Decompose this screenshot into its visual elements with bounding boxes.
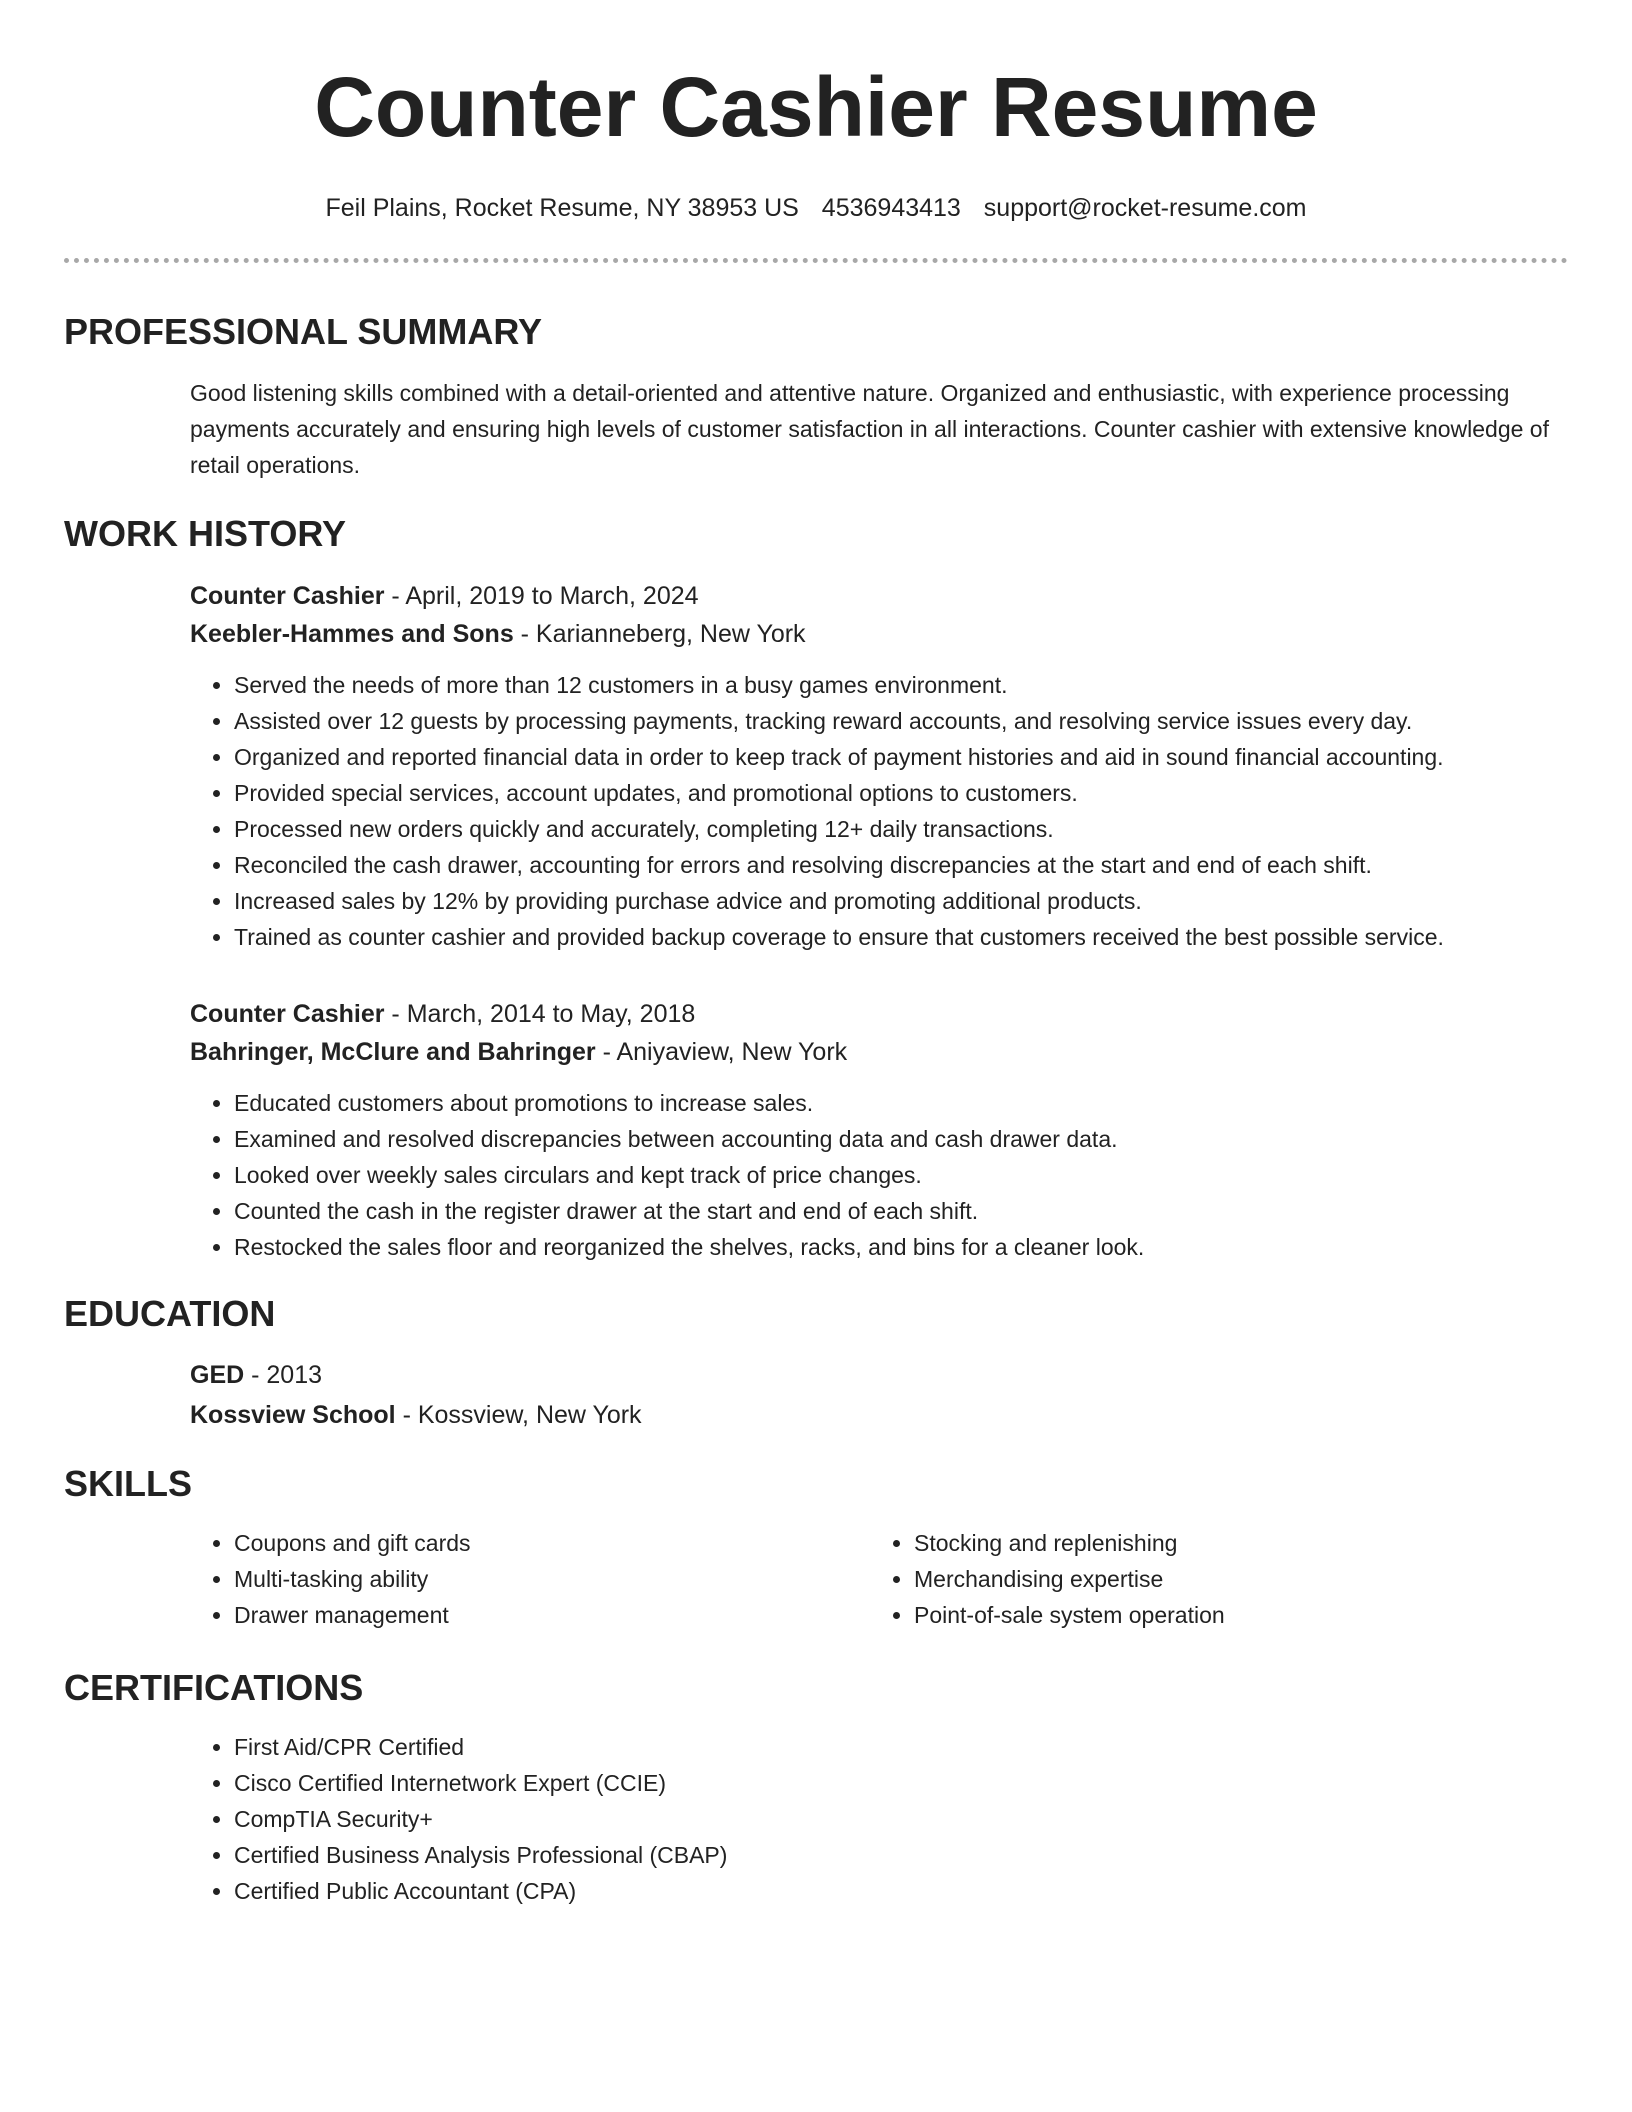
certifications-list <box>190 1729 1568 1909</box>
skills-list-right <box>870 1525 1550 1633</box>
list-item: • Processed new orders quickly and accurately, completing 12+ daily transactions. <box>234 811 1568 847</box>
skills-list-left <box>190 1525 870 1633</box>
list-item: • Reconciled the cash drawer, accounting for errors and resolving discrepancies at the start and end of each shift. <box>234 847 1568 883</box>
job-role: Counter Cashier <box>190 582 385 610</box>
section-certifications <box>64 1665 1568 1909</box>
list-item: • Multi-tasking ability <box>234 1561 870 1597</box>
skills-column-right <box>870 1525 1550 1633</box>
list-item: • CompTIA Security+ <box>234 1801 1568 1837</box>
job-dates: - April, 2019 to March, 2024 <box>384 582 699 610</box>
list-item: • Restocked the sales floor and reorganized the shelves, racks, and bins for a cleaner look. <box>234 1229 1568 1265</box>
job-entry <box>190 995 1568 1265</box>
list-item: • Examined and resolved discrepancies between accounting data and cash drawer data. <box>234 1121 1568 1157</box>
job-company-line <box>190 1033 1568 1071</box>
list-item: • Drawer management <box>234 1597 870 1633</box>
contact-address: Feil Plains, Rocket Resume, NY 38953 US <box>325 194 799 222</box>
job-dates: - March, 2014 to May, 2018 <box>384 1000 696 1028</box>
list-item: • Educated customers about promotions to increase sales. <box>234 1085 1568 1121</box>
section-title-summary: PROFESSIONAL SUMMARY <box>64 311 543 352</box>
job-company: Keebler-Hammes and Sons <box>190 620 514 648</box>
list-item: • Increased sales by 12% by providing purchase advice and promoting additional products. <box>234 883 1568 919</box>
job-role-line <box>190 577 1568 615</box>
section-title-skills: SKILLS <box>64 1463 193 1504</box>
education-degree: GED <box>190 1361 245 1389</box>
section-work-history <box>64 511 1568 1265</box>
section-education <box>64 1291 1568 1435</box>
job-bullets <box>190 1085 1568 1265</box>
education-year: - 2013 <box>244 1361 323 1389</box>
job-role-line <box>190 995 1568 1033</box>
list-item: • Coupons and gift cards <box>234 1525 870 1561</box>
summary-text: Good listening skills combined with a detail-oriented and attentive nature. Organized and enthusiastic, with experience processing payments accurately and ensuring high levels of customer satisfaction in all interactions. Counter cashier with extensive knowledge of retail operations. <box>190 380 1549 478</box>
list-item: • Counted the cash in the register drawer at the start and end of each shift. <box>234 1193 1568 1229</box>
job-location: - Karianneberg, New York <box>513 620 806 648</box>
list-item: • Organized and reported financial data in order to keep track of payment histories and aid in sound financial accounting. <box>234 739 1568 775</box>
section-skills <box>64 1461 1568 1633</box>
education-school: Kossview School <box>190 1401 396 1429</box>
header-divider <box>64 258 1568 263</box>
list-item: • Certified Business Analysis Professional (CBAP) <box>234 1837 1568 1873</box>
section-summary <box>64 309 1568 483</box>
job-entry <box>190 577 1568 955</box>
education-degree-line <box>190 1355 1568 1395</box>
job-company: Bahringer, McClure and Bahringer <box>190 1038 596 1066</box>
section-title-education: EDUCATION <box>64 1293 276 1334</box>
list-item: • Certified Public Accountant (CPA) <box>234 1873 1568 1909</box>
list-item: • Looked over weekly sales circulars and kept track of price changes. <box>234 1157 1568 1193</box>
list-item: • First Aid/CPR Certified <box>234 1729 1568 1765</box>
skills-column-left <box>190 1525 870 1633</box>
section-title-work-history: WORK HISTORY <box>64 513 347 554</box>
education-school-line <box>190 1395 1568 1435</box>
list-item: • Stocking and replenishing <box>914 1525 1550 1561</box>
contact-phone: 4536943413 <box>821 194 961 222</box>
list-item: • Served the needs of more than 12 customers in a busy games environment. <box>234 667 1568 703</box>
list-item: • Provided special services, account updates, and promotional options to customers. <box>234 775 1568 811</box>
list-item: • Trained as counter cashier and provided backup coverage to ensure that customers received the best possible service. <box>234 919 1568 955</box>
list-item: • Merchandising expertise <box>914 1561 1550 1597</box>
job-role: Counter Cashier <box>190 1000 385 1028</box>
job-company-line <box>190 615 1568 653</box>
list-item: • Assisted over 12 guests by processing payments, tracking reward accounts, and resolving service issues every day. <box>234 703 1568 739</box>
education-location: - Kossview, New York <box>395 1401 642 1429</box>
job-bullets <box>190 667 1568 955</box>
job-location: - Aniyaview, New York <box>595 1038 848 1066</box>
contact-line <box>64 190 1568 226</box>
list-item: • Cisco Certified Internetwork Expert (CCIE) <box>234 1765 1568 1801</box>
contact-email: support@rocket-resume.com <box>983 194 1307 222</box>
section-title-certifications: CERTIFICATIONS <box>64 1667 364 1708</box>
resume-title: Counter Cashier Resume <box>314 60 1318 154</box>
list-item: • Point-of-sale system operation <box>914 1597 1550 1633</box>
